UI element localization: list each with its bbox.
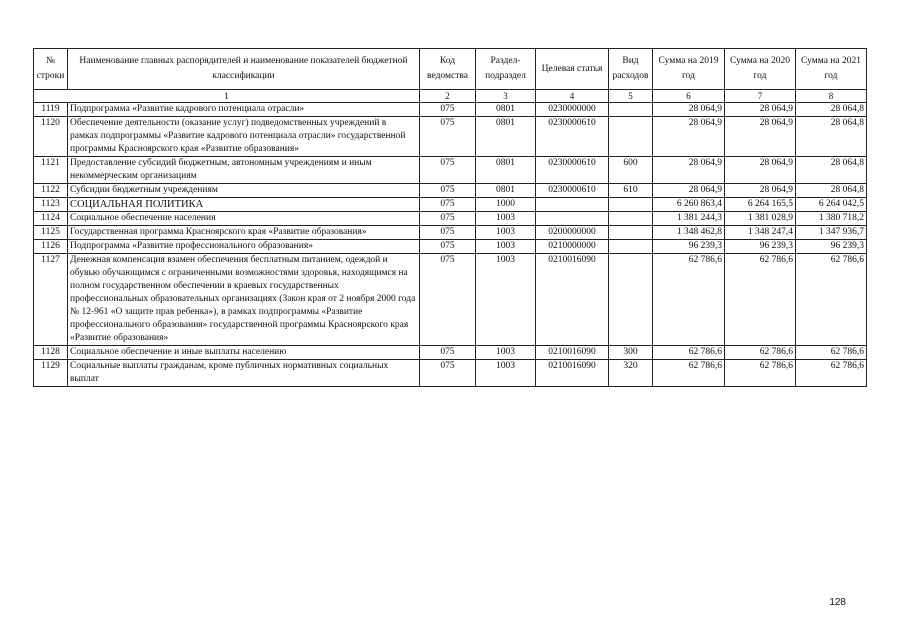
sum-2020: 62 786,6 <box>725 346 796 360</box>
column-number: 7 <box>725 90 796 103</box>
table-row <box>34 198 867 212</box>
expense-type: 300 <box>609 346 653 360</box>
table-row <box>34 157 867 184</box>
dept-code: 075 <box>420 103 476 117</box>
table-row <box>34 117 867 157</box>
header-row <box>34 49 867 90</box>
expense-type <box>609 226 653 240</box>
row-number: 1125 <box>34 226 68 240</box>
target-code: 0230000000 <box>536 103 609 117</box>
dept-code: 075 <box>420 184 476 198</box>
sum-2019: 62 786,6 <box>653 360 725 387</box>
dept-code: 075 <box>420 240 476 254</box>
page-number: 128 <box>829 597 846 608</box>
row-name: СОЦИАЛЬНАЯ ПОЛИТИКА <box>68 198 420 212</box>
sum-2020: 1 348 247,4 <box>725 226 796 240</box>
sum-2021: 96 239,3 <box>796 240 867 254</box>
row-name: Социальные выплаты гражданам, кроме публичных нормативных социальных выплат <box>68 360 420 387</box>
expense-type <box>609 240 653 254</box>
sum-2020: 62 786,6 <box>725 360 796 387</box>
header-sum-2020: Сумма на 2020 год <box>725 49 796 90</box>
row-number: 1119 <box>34 103 68 117</box>
row-number: 1121 <box>34 157 68 184</box>
budget-table <box>33 48 867 387</box>
expense-type <box>609 212 653 226</box>
header-dept-code: Код ведомства <box>420 49 476 90</box>
sum-2021: 62 786,6 <box>796 360 867 387</box>
table-row <box>34 254 867 346</box>
sum-2020: 6 264 165,5 <box>725 198 796 212</box>
sum-2021: 28 064,8 <box>796 184 867 198</box>
target-code: 0210000000 <box>536 240 609 254</box>
table-row <box>34 346 867 360</box>
row-name: Денежная компенсация взамен обеспечения бесплатным питанием, одеждой и обувью обучающимся с ограниченными возможностями здоровья, находящимся на полном государственном обеспечении в краевых государственных профессиональных образовательных организациях (Закон края от 2 ноября 2000 года № 12-961 «О защите прав ребенка»), в рамках подпрограммы «Развитие профессионального образования» государственной программы Красноярского края «Развитие образования» <box>68 254 420 346</box>
section-code: 0801 <box>476 184 536 198</box>
sum-2020: 28 064,9 <box>725 157 796 184</box>
sum-2019: 62 786,6 <box>653 346 725 360</box>
dept-code: 075 <box>420 117 476 157</box>
header-name: Наименование главных распорядителей и наименование показателей бюджетной классификации <box>68 49 420 90</box>
sum-2019: 28 064,9 <box>653 103 725 117</box>
section-code: 1003 <box>476 226 536 240</box>
section-code: 0801 <box>476 117 536 157</box>
row-number: 1127 <box>34 254 68 346</box>
dept-code: 075 <box>420 157 476 184</box>
row-name: Социальное обеспечение населения <box>68 212 420 226</box>
table-header <box>34 49 867 90</box>
table-row <box>34 184 867 198</box>
section-code: 1003 <box>476 346 536 360</box>
sum-2020: 1 381 028,9 <box>725 212 796 226</box>
section-code: 0801 <box>476 103 536 117</box>
column-number: 1 <box>34 90 420 103</box>
row-name: Предоставление субсидий бюджетным, автономным учреждениям и иным некоммерческим организациям <box>68 157 420 184</box>
sum-2019: 28 064,9 <box>653 184 725 198</box>
sum-2021: 28 064,8 <box>796 117 867 157</box>
table-row <box>34 226 867 240</box>
expense-type <box>609 198 653 212</box>
target-code: 0210016090 <box>536 254 609 346</box>
row-name: Социальное обеспечение и иные выплаты населению <box>68 346 420 360</box>
expense-type: 600 <box>609 157 653 184</box>
sum-2020: 28 064,9 <box>725 117 796 157</box>
column-number: 8 <box>796 90 867 103</box>
sum-2019: 62 786,6 <box>653 254 725 346</box>
target-code: 0230000610 <box>536 184 609 198</box>
table-row <box>34 360 867 387</box>
sum-2021: 1 347 936,7 <box>796 226 867 240</box>
column-number-row <box>34 90 867 103</box>
sum-2021: 28 064,8 <box>796 157 867 184</box>
row-name: Обеспечение деятельности (оказание услуг) подведомственных учреждений в рамках подпрограммы «Развитие кадрового потенциала отрасли» государственной программы Красноярского края «Развитие образования» <box>68 117 420 157</box>
dept-code: 075 <box>420 346 476 360</box>
section-code: 1003 <box>476 212 536 226</box>
target-code: 0230000610 <box>536 117 609 157</box>
column-number: 5 <box>609 90 653 103</box>
expense-type: 320 <box>609 360 653 387</box>
section-code: 1000 <box>476 198 536 212</box>
column-number: 6 <box>653 90 725 103</box>
sum-2019: 1 348 462,8 <box>653 226 725 240</box>
row-name: Государственная программа Красноярского края «Развитие образования» <box>68 226 420 240</box>
header-sum-2021: Сумма на 2021 год <box>796 49 867 90</box>
dept-code: 075 <box>420 226 476 240</box>
expense-type <box>609 117 653 157</box>
column-number: 4 <box>536 90 609 103</box>
row-name: Подпрограмма «Развитие профессионального образования» <box>68 240 420 254</box>
sum-2021: 1 380 718,2 <box>796 212 867 226</box>
sum-2019: 6 260 863,4 <box>653 198 725 212</box>
target-code <box>536 212 609 226</box>
section-code: 1003 <box>476 254 536 346</box>
header-sum-2019: Сумма на 2019 год <box>653 49 725 90</box>
target-code: 0230000610 <box>536 157 609 184</box>
sum-2019: 28 064,9 <box>653 117 725 157</box>
row-number: 1123 <box>34 198 68 212</box>
row-number: 1124 <box>34 212 68 226</box>
row-number: 1128 <box>34 346 68 360</box>
expense-type <box>609 103 653 117</box>
sum-2021: 6 264 042,5 <box>796 198 867 212</box>
row-number: 1129 <box>34 360 68 387</box>
sum-2019: 1 381 244,3 <box>653 212 725 226</box>
header-target-item: Целевая статья <box>536 49 609 90</box>
sum-2020: 96 239,3 <box>725 240 796 254</box>
sum-2020: 62 786,6 <box>725 254 796 346</box>
sum-2021: 28 064,8 <box>796 103 867 117</box>
sum-2020: 28 064,9 <box>725 103 796 117</box>
expense-type <box>609 254 653 346</box>
dept-code: 075 <box>420 360 476 387</box>
sum-2021: 62 786,6 <box>796 346 867 360</box>
row-name: Подпрограмма «Развитие кадрового потенциала отрасли» <box>68 103 420 117</box>
row-name: Субсидии бюджетным учреждениям <box>68 184 420 198</box>
sum-2019: 28 064,9 <box>653 157 725 184</box>
sum-2020: 28 064,9 <box>725 184 796 198</box>
target-code <box>536 198 609 212</box>
target-code: 0210016090 <box>536 360 609 387</box>
header-expense-type: Вид расходов <box>609 49 653 90</box>
expense-type: 610 <box>609 184 653 198</box>
table-row <box>34 212 867 226</box>
sum-2019: 96 239,3 <box>653 240 725 254</box>
dept-code: 075 <box>420 254 476 346</box>
section-code: 0801 <box>476 157 536 184</box>
column-number: 2 <box>420 90 476 103</box>
table-row <box>34 103 867 117</box>
row-number: 1122 <box>34 184 68 198</box>
table-row <box>34 240 867 254</box>
header-row-number: № строки <box>34 49 68 90</box>
header-section: Раздел-подраздел <box>476 49 536 90</box>
sum-2021: 62 786,6 <box>796 254 867 346</box>
dept-code: 075 <box>420 212 476 226</box>
target-code: 0210016090 <box>536 346 609 360</box>
dept-code: 075 <box>420 198 476 212</box>
row-number: 1120 <box>34 117 68 157</box>
column-number: 3 <box>476 90 536 103</box>
row-number: 1126 <box>34 240 68 254</box>
section-code: 1003 <box>476 360 536 387</box>
section-code: 1003 <box>476 240 536 254</box>
target-code: 0200000000 <box>536 226 609 240</box>
